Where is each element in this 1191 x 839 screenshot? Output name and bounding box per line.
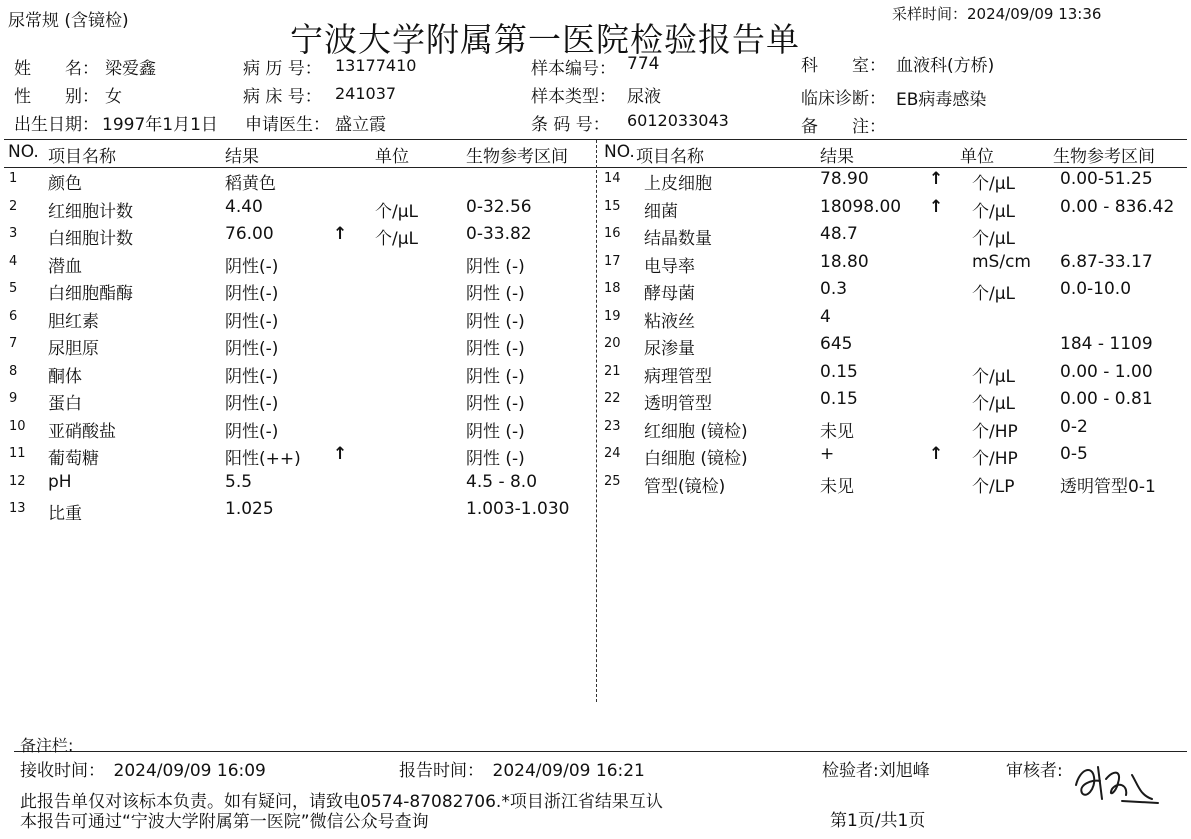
item-result: 4.40 <box>225 196 263 217</box>
item-no: 6 <box>9 308 18 324</box>
examiner: 检验者:刘旭峰 <box>822 761 930 781</box>
item-no: 16 <box>604 226 621 241</box>
item-result: 0.15 <box>820 361 858 382</box>
item-result: 1.025 <box>225 499 274 519</box>
item-name: 红细胞计数 <box>48 201 133 222</box>
patient-sex: 女 <box>105 87 122 107</box>
reference-range: 阴性 (-) <box>466 256 525 277</box>
table-row <box>0 252 1191 279</box>
item-result: 阴性(-) <box>225 366 279 387</box>
reviewer-signature <box>1062 755 1162 815</box>
reference-range: 0-2 <box>1060 416 1088 437</box>
table-row <box>0 472 1191 499</box>
abnormal-flag: ↑ <box>929 444 944 464</box>
item-unit: 个/μL <box>972 394 1016 414</box>
divider-footer <box>14 751 1187 752</box>
header-no: NO. <box>8 142 39 162</box>
item-unit: 个/μL <box>972 366 1016 387</box>
table-row <box>0 169 1191 196</box>
remark-field-label: 备注栏: <box>20 736 74 755</box>
report-time: 报告时间： 2024/09/09 16:21 <box>399 761 645 781</box>
item-no: 4 <box>9 253 18 269</box>
diagnosis-label: 临床诊断： <box>801 89 886 109</box>
reference-range: 0-32.56 <box>466 196 532 217</box>
item-no: 3 <box>9 226 18 241</box>
item-name: 红细胞 (镜检) <box>644 421 748 442</box>
reference-range: 0-5 <box>1060 444 1088 464</box>
item-result: 645 <box>820 334 853 354</box>
item-no: 25 <box>604 473 621 489</box>
item-result: 阴性(-) <box>225 311 279 332</box>
reference-range: 0.0-10.0 <box>1060 279 1132 299</box>
item-result: 4 <box>820 306 831 327</box>
reference-range: 0.00-51.25 <box>1060 169 1153 189</box>
record-no: 13177410 <box>335 56 417 75</box>
patient-dob: 1997年1月1日 <box>102 115 218 135</box>
header-range: 生物参考区间 <box>466 147 568 167</box>
item-unit: 个/HP <box>972 449 1018 469</box>
barcode-label: 条 码 号： <box>531 115 610 135</box>
reference-range: 阴性 (-) <box>466 339 525 359</box>
sex-label: 性 别： <box>14 87 99 107</box>
item-result: 阴性(-) <box>225 339 279 359</box>
reference-range: 阴性 (-) <box>466 366 525 387</box>
abnormal-flag: ↑ <box>333 444 348 464</box>
dept-label: 科 室： <box>801 56 886 76</box>
item-unit: mS/cm <box>972 251 1031 272</box>
item-no: 12 <box>9 473 26 489</box>
doctor-label: 申请医生： <box>245 115 330 135</box>
reference-range: 0.00 - 0.81 <box>1060 389 1153 409</box>
item-no: 21 <box>604 363 621 379</box>
reference-range: 184 - 1109 <box>1060 334 1153 354</box>
item-name: 酮体 <box>48 366 82 387</box>
wechat-notice: 本报告可通过“宁波大学附属第一医院”微信公众号查询 <box>20 812 429 832</box>
item-result: 未见 <box>820 476 854 497</box>
table-row <box>0 279 1191 306</box>
reference-range: 阴性 (-) <box>466 449 525 469</box>
header-range: 生物参考区间 <box>1053 147 1155 167</box>
item-name: 潜血 <box>48 256 82 277</box>
table-row <box>0 499 1191 526</box>
item-no: 7 <box>9 336 18 351</box>
item-name: 颜色 <box>48 174 82 194</box>
item-result: 稻黄色 <box>225 174 276 194</box>
item-unit: 个/μL <box>972 284 1016 304</box>
disclaimer-text: 此报告单仅对该标本负责。如有疑问，请致电0574-87082706.*项目浙江省结果互认 <box>20 792 663 812</box>
item-result: + <box>820 444 835 464</box>
reference-range: 0.00 - 836.42 <box>1060 196 1175 217</box>
item-name: 尿胆原 <box>48 339 99 359</box>
item-no: 2 <box>9 198 18 214</box>
item-result: 阴性(-) <box>225 256 279 277</box>
item-result: 5.5 <box>225 471 253 492</box>
table-row <box>0 444 1191 471</box>
item-name: 上皮细胞 <box>644 174 712 194</box>
item-name: 蛋白 <box>48 394 82 414</box>
remark-label: 备 注： <box>801 117 886 137</box>
item-name: 管型(镜检) <box>644 476 726 497</box>
item-name: 透明管型 <box>644 394 712 414</box>
report-title: 宁波大学附属第一医院检验报告单 <box>290 20 800 59</box>
diagnosis: EB病毒感染 <box>896 90 987 110</box>
reference-range: 4.5 - 8.0 <box>466 471 538 492</box>
item-result: 未见 <box>820 421 854 442</box>
reference-range: 1.003-1.030 <box>466 499 570 519</box>
item-no: 18 <box>604 281 621 296</box>
item-no: 5 <box>9 281 18 296</box>
bed-no: 241037 <box>335 84 397 103</box>
sample-time: 采样时间：2024/09/09 13:36 <box>892 5 1102 23</box>
reviewer-label: 审核者: <box>1006 761 1063 781</box>
item-no: 22 <box>604 391 621 406</box>
item-result: 阳性(++) <box>225 449 301 469</box>
item-result: 18098.00 <box>820 196 902 217</box>
item-name: 结晶数量 <box>644 229 712 249</box>
patient-name: 梁爱鑫 <box>105 59 156 79</box>
item-no: 23 <box>604 418 621 434</box>
table-row <box>0 224 1191 251</box>
abnormal-flag: ↑ <box>929 169 944 189</box>
name-label: 姓 名： <box>14 59 99 79</box>
reference-range: 0-33.82 <box>466 224 532 244</box>
reference-range: 阴性 (-) <box>466 311 525 332</box>
doctor-name: 盛立霞 <box>335 115 386 135</box>
item-name: 电导率 <box>644 256 695 277</box>
item-no: 8 <box>9 363 18 379</box>
item-no: 13 <box>9 501 26 516</box>
item-name: pH <box>48 471 72 492</box>
header-result: 结果 <box>225 147 259 167</box>
item-unit: 个/LP <box>972 476 1015 497</box>
item-result: 阴性(-) <box>225 394 279 414</box>
barcode: 6012033043 <box>627 111 729 130</box>
item-result: 阴性(-) <box>225 284 279 304</box>
header-unit: 单位 <box>960 147 994 167</box>
header-result: 结果 <box>820 147 854 167</box>
item-result: 0.15 <box>820 389 858 409</box>
header-no: NO. <box>604 142 635 162</box>
abnormal-flag: ↑ <box>929 196 944 217</box>
item-name: 白细胞计数 <box>48 229 133 249</box>
item-no: 10 <box>9 418 26 434</box>
item-result: 78.90 <box>820 169 869 189</box>
reference-range: 6.87-33.17 <box>1060 251 1153 272</box>
item-name: 细菌 <box>644 201 678 222</box>
table-row <box>0 389 1191 416</box>
reference-range: 阴性 (-) <box>466 421 525 442</box>
report-type: 尿常规 (含镜检) <box>8 11 129 31</box>
item-unit: 个/HP <box>972 421 1018 442</box>
item-no: 19 <box>604 308 621 324</box>
item-no: 20 <box>604 336 621 351</box>
item-name: 尿渗量 <box>644 339 695 359</box>
item-unit: 个/μL <box>375 229 419 249</box>
item-name: 葡萄糖 <box>48 449 99 469</box>
item-name: 粘液丝 <box>644 311 695 332</box>
item-name: 比重 <box>48 504 82 524</box>
item-unit: 个/μL <box>972 201 1016 222</box>
abnormal-flag: ↑ <box>333 224 348 244</box>
table-row <box>0 362 1191 389</box>
item-name: 亚硝酸盐 <box>48 421 116 442</box>
sample-no: 774 <box>627 54 660 74</box>
dept: 血液科(方桥) <box>896 56 995 76</box>
item-unit: 个/μL <box>972 174 1016 194</box>
item-no: 1 <box>9 171 18 186</box>
dob-label: 出生日期： <box>14 115 99 135</box>
item-name: 病理管型 <box>644 366 712 387</box>
item-result: 0.3 <box>820 279 848 299</box>
header-name: 项目名称 <box>48 147 116 167</box>
item-result: 76.00 <box>225 224 274 244</box>
item-result: 18.80 <box>820 251 869 272</box>
receive-time: 接收时间： 2024/09/09 16:09 <box>20 761 266 781</box>
item-name: 胆红素 <box>48 311 99 332</box>
sample-type: 尿液 <box>627 87 661 107</box>
item-unit: 个/μL <box>972 229 1016 249</box>
item-name: 白细胞 (镜检) <box>644 449 748 469</box>
reference-range: 阴性 (-) <box>466 284 525 304</box>
item-name: 酵母菌 <box>644 284 695 304</box>
table-row <box>0 417 1191 444</box>
sample-type-label: 样本类型： <box>531 87 616 107</box>
item-no: 14 <box>604 171 621 186</box>
item-result: 48.7 <box>820 224 858 244</box>
table-row <box>0 334 1191 361</box>
reference-range: 0.00 - 1.00 <box>1060 361 1153 382</box>
record-label: 病 历 号： <box>243 59 322 79</box>
item-result: 阴性(-) <box>225 421 279 442</box>
header-name: 项目名称 <box>636 147 704 167</box>
item-no: 15 <box>604 198 621 214</box>
bed-label: 病 床 号： <box>243 87 322 107</box>
item-no: 9 <box>9 391 18 406</box>
reference-range: 透明管型0-1 <box>1060 476 1156 497</box>
reference-range: 阴性 (-) <box>466 394 525 414</box>
sample-no-label: 样本编号： <box>531 59 616 79</box>
table-row <box>0 307 1191 334</box>
item-no: 11 <box>9 446 26 461</box>
table-row <box>0 197 1191 224</box>
header-unit: 单位 <box>375 147 409 167</box>
page-indicator: 第1页/共1页 <box>830 811 926 831</box>
item-no: 17 <box>604 253 621 269</box>
item-unit: 个/μL <box>375 201 419 222</box>
item-no: 24 <box>604 446 621 461</box>
item-name: 白细胞酯酶 <box>48 284 133 304</box>
